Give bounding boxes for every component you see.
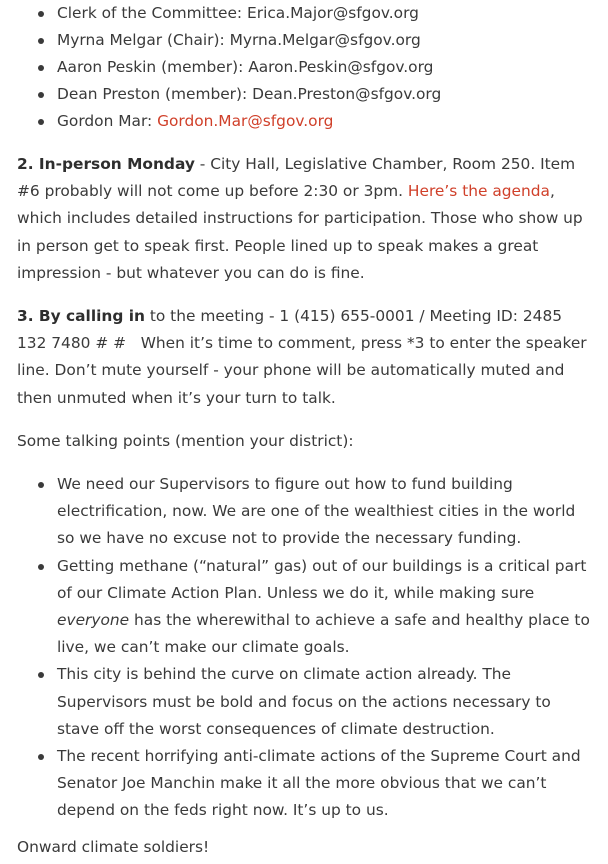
contact-item-peskin <box>57 54 591 81</box>
contact-email: Aaron.Peskin@sfgov.org <box>248 58 434 76</box>
in-person-text-cont: , which includes detailed instructions for participation. Those who show up in person get to speak first. People lined up to speak makes a great impression - but whatever you can do is fine. <box>17 182 583 282</box>
calling-heading: 3. By calling in <box>17 307 145 326</box>
talking-points-intro: Some talking points (mention your district): <box>17 431 354 450</box>
spacer <box>17 135 591 151</box>
talking-point-text: Getting methane (“natural” gas) out of our buildings is a critical part of our Climate Action Plan. Unless we do it, while making sure <box>57 556 587 602</box>
talking-point <box>57 553 591 662</box>
calling-text: to the meeting - 1 (415) 655-0001 / Meeting ID: 2485 132 7480 # # When it’s time to comment, press *3 to enter the speaker line. Don’t mute yourself - your phone will be automatically muted and then unmuted when it’s your turn to talk. <box>17 307 587 407</box>
contact-list <box>17 0 591 135</box>
contact-label: Dean Preston (member): <box>57 85 253 103</box>
contact-email: Dean.Preston@sfgov.org <box>252 85 442 103</box>
in-person-paragraph <box>17 151 591 287</box>
talking-point: This city is behind the curve on climate action already. The Supervisors must be bold and focus on the actions necessary to stave off the worst consequences of climate destruction. <box>57 661 591 743</box>
spacer <box>17 287 591 303</box>
contact-item-mar <box>57 108 591 135</box>
in-person-heading: 2. In-person Monday <box>17 155 195 173</box>
talking-point: We need our Supervisors to figure out how to fund building electrification, now. We are one of the wealthiest cities in the world so we have no excuse not to provide the necessary funding. <box>57 471 591 553</box>
contact-label: Aaron Peskin (member): <box>57 58 249 76</box>
spacer <box>17 455 591 471</box>
talking-point-emphasis: everyone <box>57 611 130 630</box>
talking-point: The recent horrifying anti-climate actions of the Supreme Court and Senator Joe Manchin make it all the more obvious that we can’t depend on the feds right now. It’s up to us. <box>57 743 591 825</box>
agenda-link[interactable]: Here’s the agenda <box>407 182 550 201</box>
contact-email-link[interactable]: Gordon.Mar@sfgov.org <box>157 112 334 130</box>
spacer <box>17 412 591 428</box>
contact-label: Myrna Melgar (Chair): <box>57 31 230 49</box>
contact-label: Clerk of the Committee: <box>57 4 248 22</box>
spacer <box>17 825 591 834</box>
talking-points-list <box>17 471 591 825</box>
closing-line: Onward climate soldiers! <box>17 837 210 856</box>
talking-point-text: has the wherewithal to achieve a safe and healthy place to live, we can’t make our climate goals. <box>57 611 590 657</box>
in-person-text: - City Hall, Legislative Chamber, Room 250. Item #6 probably will not come up before 2:30 or 3pm. <box>17 155 576 201</box>
contact-item-melgar <box>57 27 591 54</box>
contact-email: Erica.Major@sfgov.org <box>247 4 419 22</box>
contact-item-clerk <box>57 0 591 27</box>
contact-label: Gordon Mar: <box>57 112 158 130</box>
calling-paragraph <box>17 303 591 412</box>
contact-email: Myrna.Melgar@sfgov.org <box>229 31 421 49</box>
contact-item-preston <box>57 81 591 108</box>
